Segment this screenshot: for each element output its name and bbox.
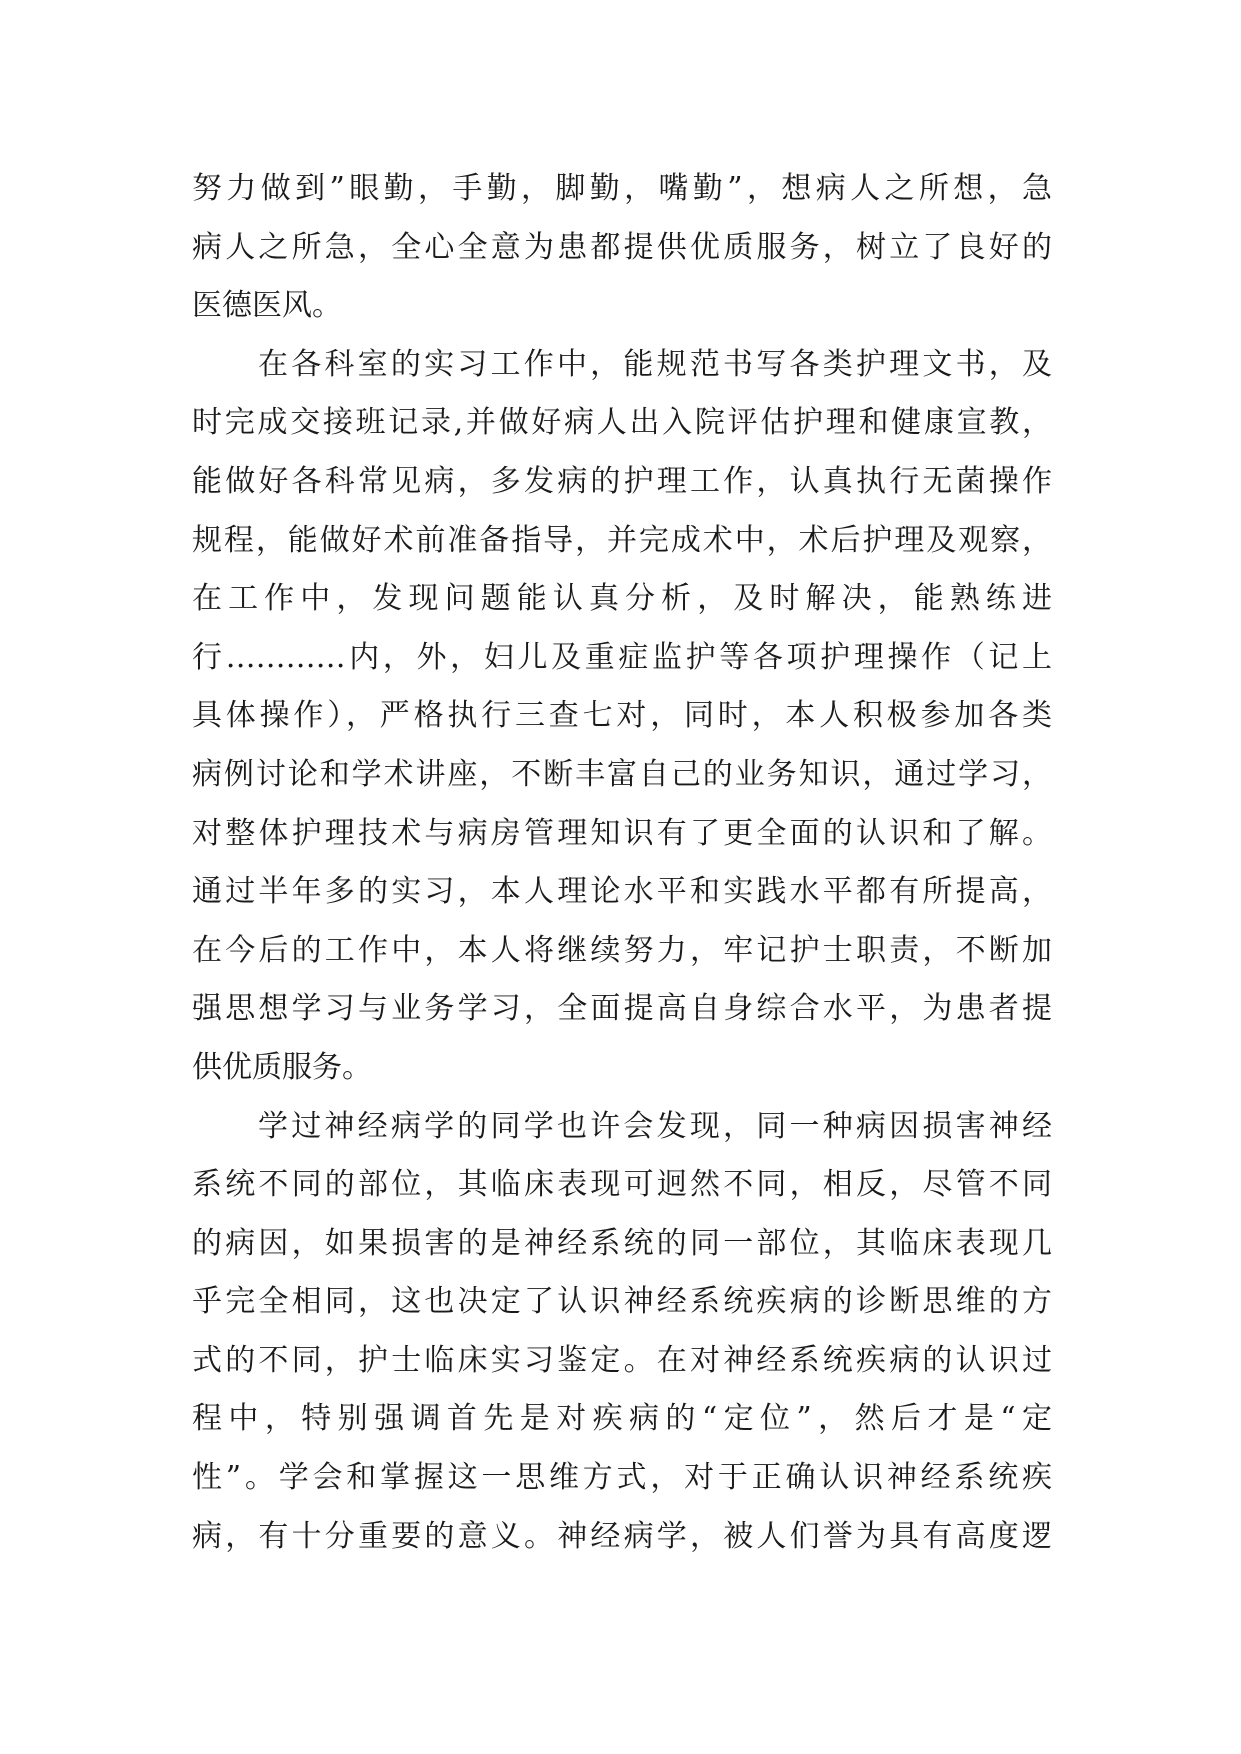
document-body [192, 160, 1052, 1566]
text-line: 病，有十分重要的意义。神经病学，被人们誉为具有高度逻 [192, 1518, 1052, 1554]
text-line: 式的不同，护士临床实习鉴定。在对神经系统疾病的认识过 [192, 1342, 1052, 1378]
text-line: 病例讨论和学术讲座，不断丰富自己的业务知识，通过学习， [192, 756, 1052, 792]
text-line: 系统不同的部位，其临床表现可迥然不同，相反，尽管不同 [192, 1167, 1052, 1203]
text-line: 程中，特别强调首先是对疾病的“定位”，然后才是“定 [192, 1401, 1052, 1437]
text-line: 病人之所急，全心全意为患都提供优质服务，树立了良好的 [192, 229, 1052, 265]
text-line: 在各科室的实习工作中，能规范书写各类护理文书，及 [258, 346, 1052, 382]
text-line: 规程，能做好术前准备指导，并完成术中，术后护理及观察， [192, 522, 1052, 558]
text-line: 的病因，如果损害的是神经系统的同一部位，其临床表现几 [192, 1225, 1052, 1261]
text-line: 在今后的工作中，本人将继续努力，牢记护士职责，不断加 [192, 932, 1052, 968]
text-line: 时完成交接班记录,并做好病人出入院评估护理和健康宣教， [192, 405, 1052, 441]
text-line: 对整体护理技术与病房管理知识有了更全面的认识和了解。 [192, 815, 1052, 851]
text-line: 强思想学习与业务学习，全面提高自身综合水平，为患者提 [192, 991, 1052, 1027]
text-line: 行…………内，外，妇儿及重症监护等各项护理操作（记上 [192, 639, 1052, 675]
text-line: 在工作中，发现问题能认真分析，及时解决，能熟练进 [192, 581, 1052, 617]
text-line: 具体操作），严格执行三查七对，同时，本人积极参加各类 [192, 698, 1052, 734]
text-line: 努力做到”眼勤，手勤，脚勤，嘴勤”，想病人之所想，急 [192, 171, 1052, 206]
text-line: 学过神经病学的同学也许会发现，同一种病因损害神经 [258, 1108, 1052, 1144]
text-line: 医德医风。 [192, 288, 342, 324]
text-line: 能做好各科常见病，多发病的护理工作，认真执行无菌操作 [192, 463, 1052, 499]
text-line: 性”。学会和掌握这一思维方式，对于正确认识神经系统疾 [192, 1460, 1052, 1496]
text-line: 通过半年多的实习，本人理论水平和实践水平都有所提高， [192, 874, 1052, 910]
text-line: 供优质服务。 [192, 1049, 372, 1085]
text-line: 乎完全相同，这也决定了认识神经系统疾病的诊断思维的方 [192, 1284, 1052, 1320]
